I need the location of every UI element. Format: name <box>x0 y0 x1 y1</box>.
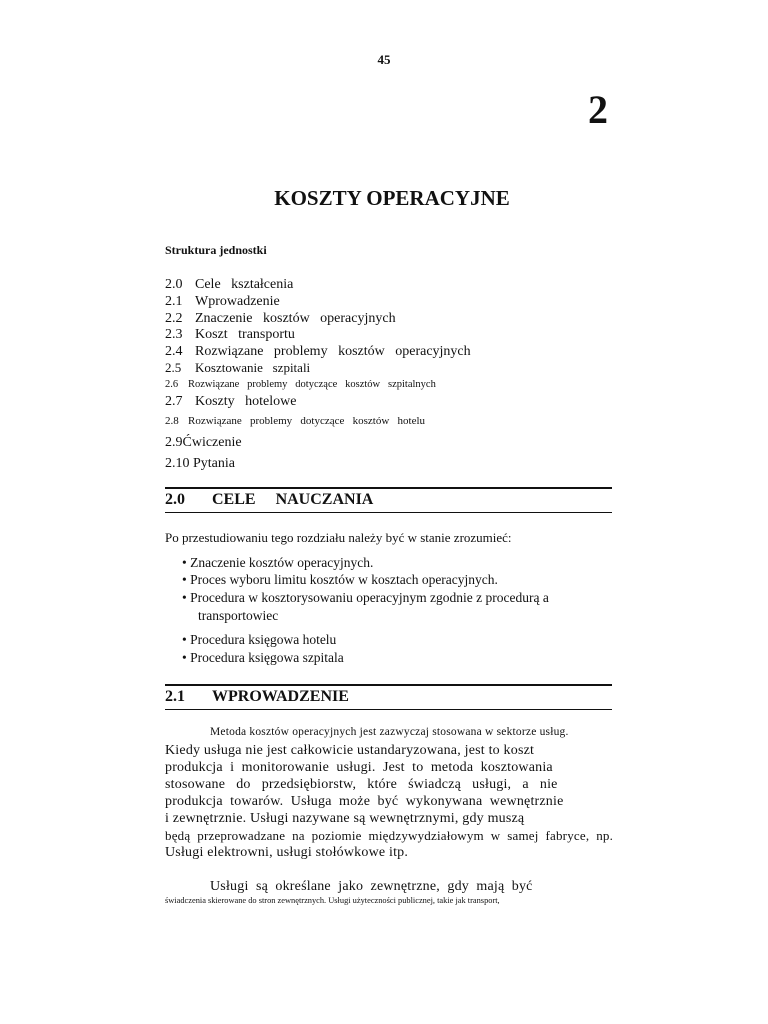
section-rule-top <box>165 487 612 489</box>
body-line: Kiedy usługa nie jest całkowicie ustandaryzowana, jest to koszt <box>165 743 535 758</box>
section-rule-bottom <box>165 709 612 710</box>
toc-item <box>165 343 471 360</box>
chapter-number: 2 <box>588 87 608 132</box>
section-rule-top <box>165 684 612 686</box>
list-item: • Procedura księgowa hotelu <box>182 632 337 647</box>
body-line: Metoda kosztów operacyjnych jest zazwyczaj stosowana w sektorze usług. <box>210 726 569 738</box>
toc-item <box>165 359 310 376</box>
list-item-continuation: transportowiec <box>198 608 279 623</box>
toc-item-label: Kosztowanie szpitali <box>195 360 311 375</box>
body-line: Usługi są określane jako zewnętrzne, gdy mają być <box>210 879 533 894</box>
structure-label: Struktura jednostki <box>165 243 267 257</box>
toc-item-number: 2.5 <box>165 360 182 375</box>
body-line: świadczenia skierowane do stron zewnętrznych. Usługi użyteczności publicznej, takie jak transport, <box>165 896 500 905</box>
list-item: • Znaczenie kosztów operacyjnych. <box>182 555 374 570</box>
toc-item <box>165 393 296 410</box>
toc-item-number: 2.7 <box>165 394 183 409</box>
toc-item-label: Cele kształcenia <box>195 277 294 292</box>
toc-item-label: Wprowadzenie <box>195 294 280 309</box>
section-heading <box>165 491 373 509</box>
toc-item-number: 2.2 <box>165 311 183 326</box>
page-number: 45 <box>377 52 391 67</box>
section-rule-bottom <box>165 512 612 513</box>
toc-item <box>165 376 436 393</box>
toc-item-label: 2.10 Pytania <box>165 456 235 471</box>
section-number: 2.1 <box>165 688 185 705</box>
toc-item-number: 2.6 <box>165 379 179 390</box>
section-intro: Po przestudiowaniu tego rozdziału należy być w stanie zrozumieć: <box>165 530 512 545</box>
section-heading <box>165 688 349 706</box>
toc-item-label: Rozwiązane problemy dotyczące kosztów szpitalnych <box>188 379 436 390</box>
toc-item-label: Rozwiązane problemy kosztów operacyjnych <box>195 344 471 359</box>
toc-item-label: Koszt transportu <box>195 327 295 342</box>
section-number: 2.0 <box>165 491 185 508</box>
body-line: produkcja i monitorowanie usługi. Jest to metoda kosztowania <box>165 760 553 775</box>
section-title: WPROWADZENIE <box>212 688 349 705</box>
toc-item <box>165 434 242 451</box>
toc-item-label: Znaczenie kosztów operacyjnych <box>195 311 396 326</box>
body-line: produkcja towarów. Usługa może być wykonywana wewnętrznie <box>165 794 564 809</box>
list-item: • Procedura w kosztorysowaniu operacyjnym zgodnie z procedurą a <box>182 590 549 605</box>
section-title: CELE NAUCZANIA <box>212 491 374 508</box>
body-line: i zewnętrznie. Usługi nazywane są wewnętrznymi, gdy muszą <box>165 811 525 826</box>
toc-item-label: Rozwiązane problemy dotyczące kosztów hotelu <box>188 415 426 427</box>
toc-item-number: 2.8 <box>165 415 179 427</box>
toc-item-label: Koszty hotelowe <box>195 394 297 409</box>
toc-item-label: 2.9Ćwiczenie <box>165 435 242 450</box>
body-line: będą przeprowadzane na poziomie międzywydziałowym w samej fabryce, np. <box>165 828 614 843</box>
toc-item-number: 2.4 <box>165 344 183 359</box>
toc-item <box>165 293 280 310</box>
chapter-title: KOSZTY OPERACYJNE <box>274 186 510 210</box>
toc-item-number: 2.0 <box>165 277 183 292</box>
toc-item <box>165 455 235 472</box>
toc-item-number: 2.1 <box>165 294 183 309</box>
list-item: • Procedura księgowa szpitala <box>182 650 344 665</box>
toc-item <box>165 413 425 430</box>
body-line: stosowane do przedsiębiorstw, które świadczą usługi, a nie <box>165 777 558 792</box>
toc-item-number: 2.3 <box>165 327 183 342</box>
body-line: Usługi elektrowni, usługi stołówkowe itp. <box>165 845 409 860</box>
toc-item <box>165 326 295 343</box>
list-item: • Proces wyboru limitu kosztów w kosztach operacyjnych. <box>182 572 498 587</box>
toc-item <box>165 276 293 293</box>
toc-item <box>165 310 396 327</box>
